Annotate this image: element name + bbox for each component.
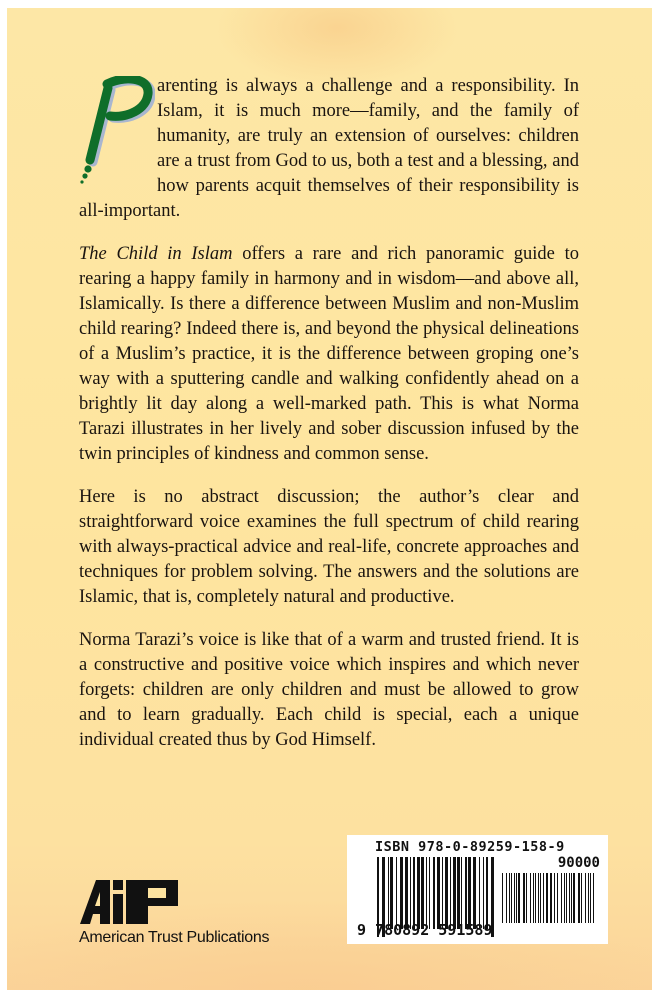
barcode-bar	[573, 873, 575, 923]
blurb	[79, 74, 579, 771]
ean-digits: 9 780892 591589	[357, 921, 493, 939]
barcode-bar	[410, 857, 411, 929]
publisher-name: American Trust Publications	[79, 929, 270, 946]
price-code: 90000	[557, 855, 600, 871]
barcode-bar	[390, 857, 393, 929]
barcode-bar	[429, 857, 430, 929]
barcode-bar	[581, 873, 582, 923]
back-cover	[7, 8, 652, 990]
barcode-bar	[593, 873, 594, 923]
barcode-bar	[538, 873, 539, 923]
blurb-paragraph-4: Norma Tarazi’s voice is like that of a warm and trusted friend. It is a constructive and positive voice which inspires and which never forgets: children are only children and must be allowed to grow and to learn gradually. Each child is special, each a unique individual created thus by God Himself.	[79, 630, 579, 750]
barcode-bar	[557, 873, 558, 923]
barcode-bar	[561, 873, 562, 923]
blurb-paragraph-1	[79, 74, 579, 224]
isbn-barcode	[347, 835, 608, 944]
atp-logo-icon	[80, 878, 180, 929]
barcode-bar	[445, 857, 448, 929]
barcode-bar	[421, 857, 424, 929]
dropcap-p-icon	[79, 76, 151, 188]
isbn-label: ISBN 978-0-89259-158-9	[375, 839, 565, 855]
barcode-bar	[400, 857, 403, 929]
barcode-bar	[535, 873, 536, 923]
barcode-bar	[465, 857, 467, 929]
barcode-bar	[588, 873, 589, 923]
barcode-bar	[566, 873, 567, 923]
barcode-bar	[569, 873, 570, 923]
barcode-bar	[405, 857, 408, 929]
barcode-bar	[461, 857, 462, 929]
barcode-bar	[468, 857, 471, 929]
book-title: The Child in Islam	[79, 244, 233, 264]
blurb-paragraph-3: Here is no abstract discussion; the author’s clear and straightforward voice examines the full spectrum of child rearing with always-practical advice and real-life, concrete approaches and techniques for problem solving. The answers and the solutions are Islamic, that is, completely natural and productive.	[79, 487, 579, 607]
barcode-bar	[543, 873, 544, 923]
barcode-bar	[571, 873, 572, 923]
barcode-bar	[585, 873, 586, 923]
barcode-bar	[511, 873, 512, 923]
barcode-bar	[479, 857, 480, 929]
barcode-bar	[550, 873, 552, 923]
barcode-bar	[523, 873, 525, 923]
barcode-bar	[514, 873, 515, 923]
barcode-bar	[578, 873, 580, 923]
barcode-bar	[457, 857, 460, 929]
addon-barcode-bars	[501, 873, 601, 933]
barcode-bar	[453, 857, 456, 929]
barcode-bar	[518, 873, 520, 923]
barcode-bar	[437, 857, 440, 929]
barcode-bar	[530, 873, 531, 923]
blurb-paragraph-2	[79, 242, 579, 467]
barcode-bar	[554, 873, 555, 923]
barcode-bar	[473, 857, 476, 929]
barcode-bar	[426, 857, 427, 929]
barcode-bar	[450, 857, 451, 929]
barcode-bar	[506, 873, 507, 923]
blurb-text: offers a rare and rich panoramic guide to rearing a happy family in harmony and in wisdom—and above all, Islamically. Is there a difference between Muslim and non-Muslim child rearing? Indeed there is, and beyond the physical delineations of a Muslim’s practice, it is the difference between groping one’s way with a sputtering candle and walking confidently ahead on a brightly lit day along a well-marked path. This is what Norma Tarazi illustrates in her lively and sober discussion infused by the twin principles of kindness and common sense.	[79, 244, 579, 464]
barcode-bar	[433, 857, 435, 929]
barcode-bar	[564, 873, 565, 923]
barcode-bar	[526, 873, 527, 923]
barcode-bar	[442, 857, 443, 929]
barcode-bar	[396, 857, 397, 929]
barcode-bar	[417, 857, 420, 929]
barcode-bar	[483, 857, 484, 929]
barcode-bar	[540, 873, 541, 923]
barcode-bar	[516, 873, 517, 923]
blurb-text: arenting is always a challenge and a responsibility. In Islam, it is much more—family, and the family of humanity, are truly an extension of ourselves: children are a trust from God to us, both a test and a blessing, and how parents acquit themselves of their responsibility is all-important.	[79, 76, 579, 221]
barcode-bar	[413, 857, 415, 929]
barcode-bar	[533, 873, 534, 923]
barcode-bar	[590, 873, 591, 923]
barcode-bar	[509, 873, 510, 923]
barcode-bar	[388, 857, 389, 929]
barcode-bar	[502, 873, 503, 923]
barcode-bar	[486, 857, 488, 929]
barcode-bar	[546, 873, 548, 923]
